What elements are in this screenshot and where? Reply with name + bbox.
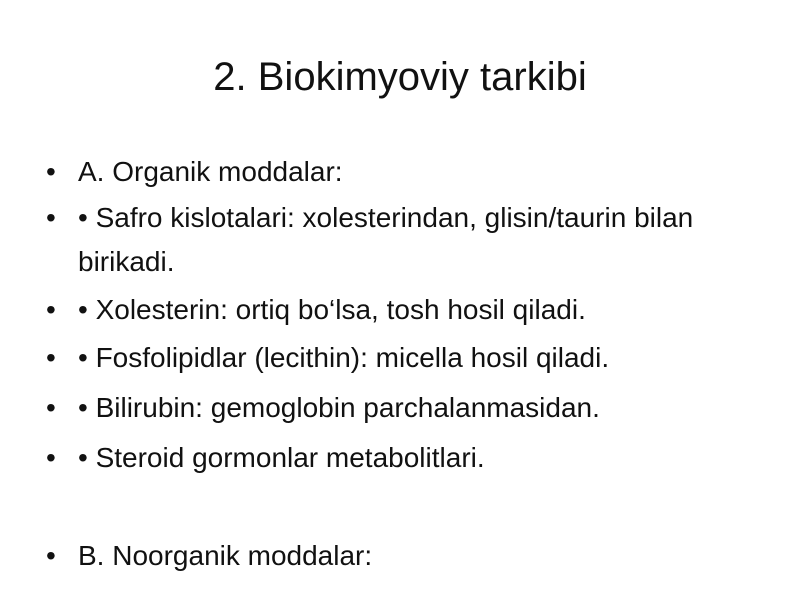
list-item [46, 150, 758, 194]
list-item-text: • Safro kislotalari: xolesterindan, glisin/taurin bilan birikadi. [78, 202, 694, 277]
bullet-glyph: • [46, 392, 56, 423]
bullet-glyph: • [46, 342, 56, 373]
bullet-glyph: • [46, 294, 56, 325]
bullet-glyph: • [46, 202, 56, 233]
list-item-text: • Steroid gormonlar metabolitlari. [78, 442, 485, 473]
list-item-text: A. Organik moddalar: [78, 156, 343, 187]
list-item-text: • Xolesterin: ortiq bo‘lsa, tosh hosil qiladi. [78, 294, 586, 325]
list-item [46, 436, 758, 480]
list-item [46, 288, 758, 332]
slide-title: 2. Biokimyoviy tarkibi [213, 55, 587, 99]
bullet-glyph: • [46, 442, 56, 473]
list-item-text: • Bilirubin: gemoglobin parchalanmasidan. [78, 392, 600, 423]
list-item-text: • Fosfolipidlar (lecithin): micella hosil qiladi. [78, 342, 610, 373]
bullet-glyph: • [46, 156, 56, 187]
bullet-glyph: • [46, 540, 56, 571]
list-item [46, 386, 758, 430]
list-item [46, 336, 758, 380]
list-item [46, 196, 758, 284]
list-item-text: B. Noorganik moddalar: [78, 540, 373, 571]
list-item [46, 534, 758, 578]
